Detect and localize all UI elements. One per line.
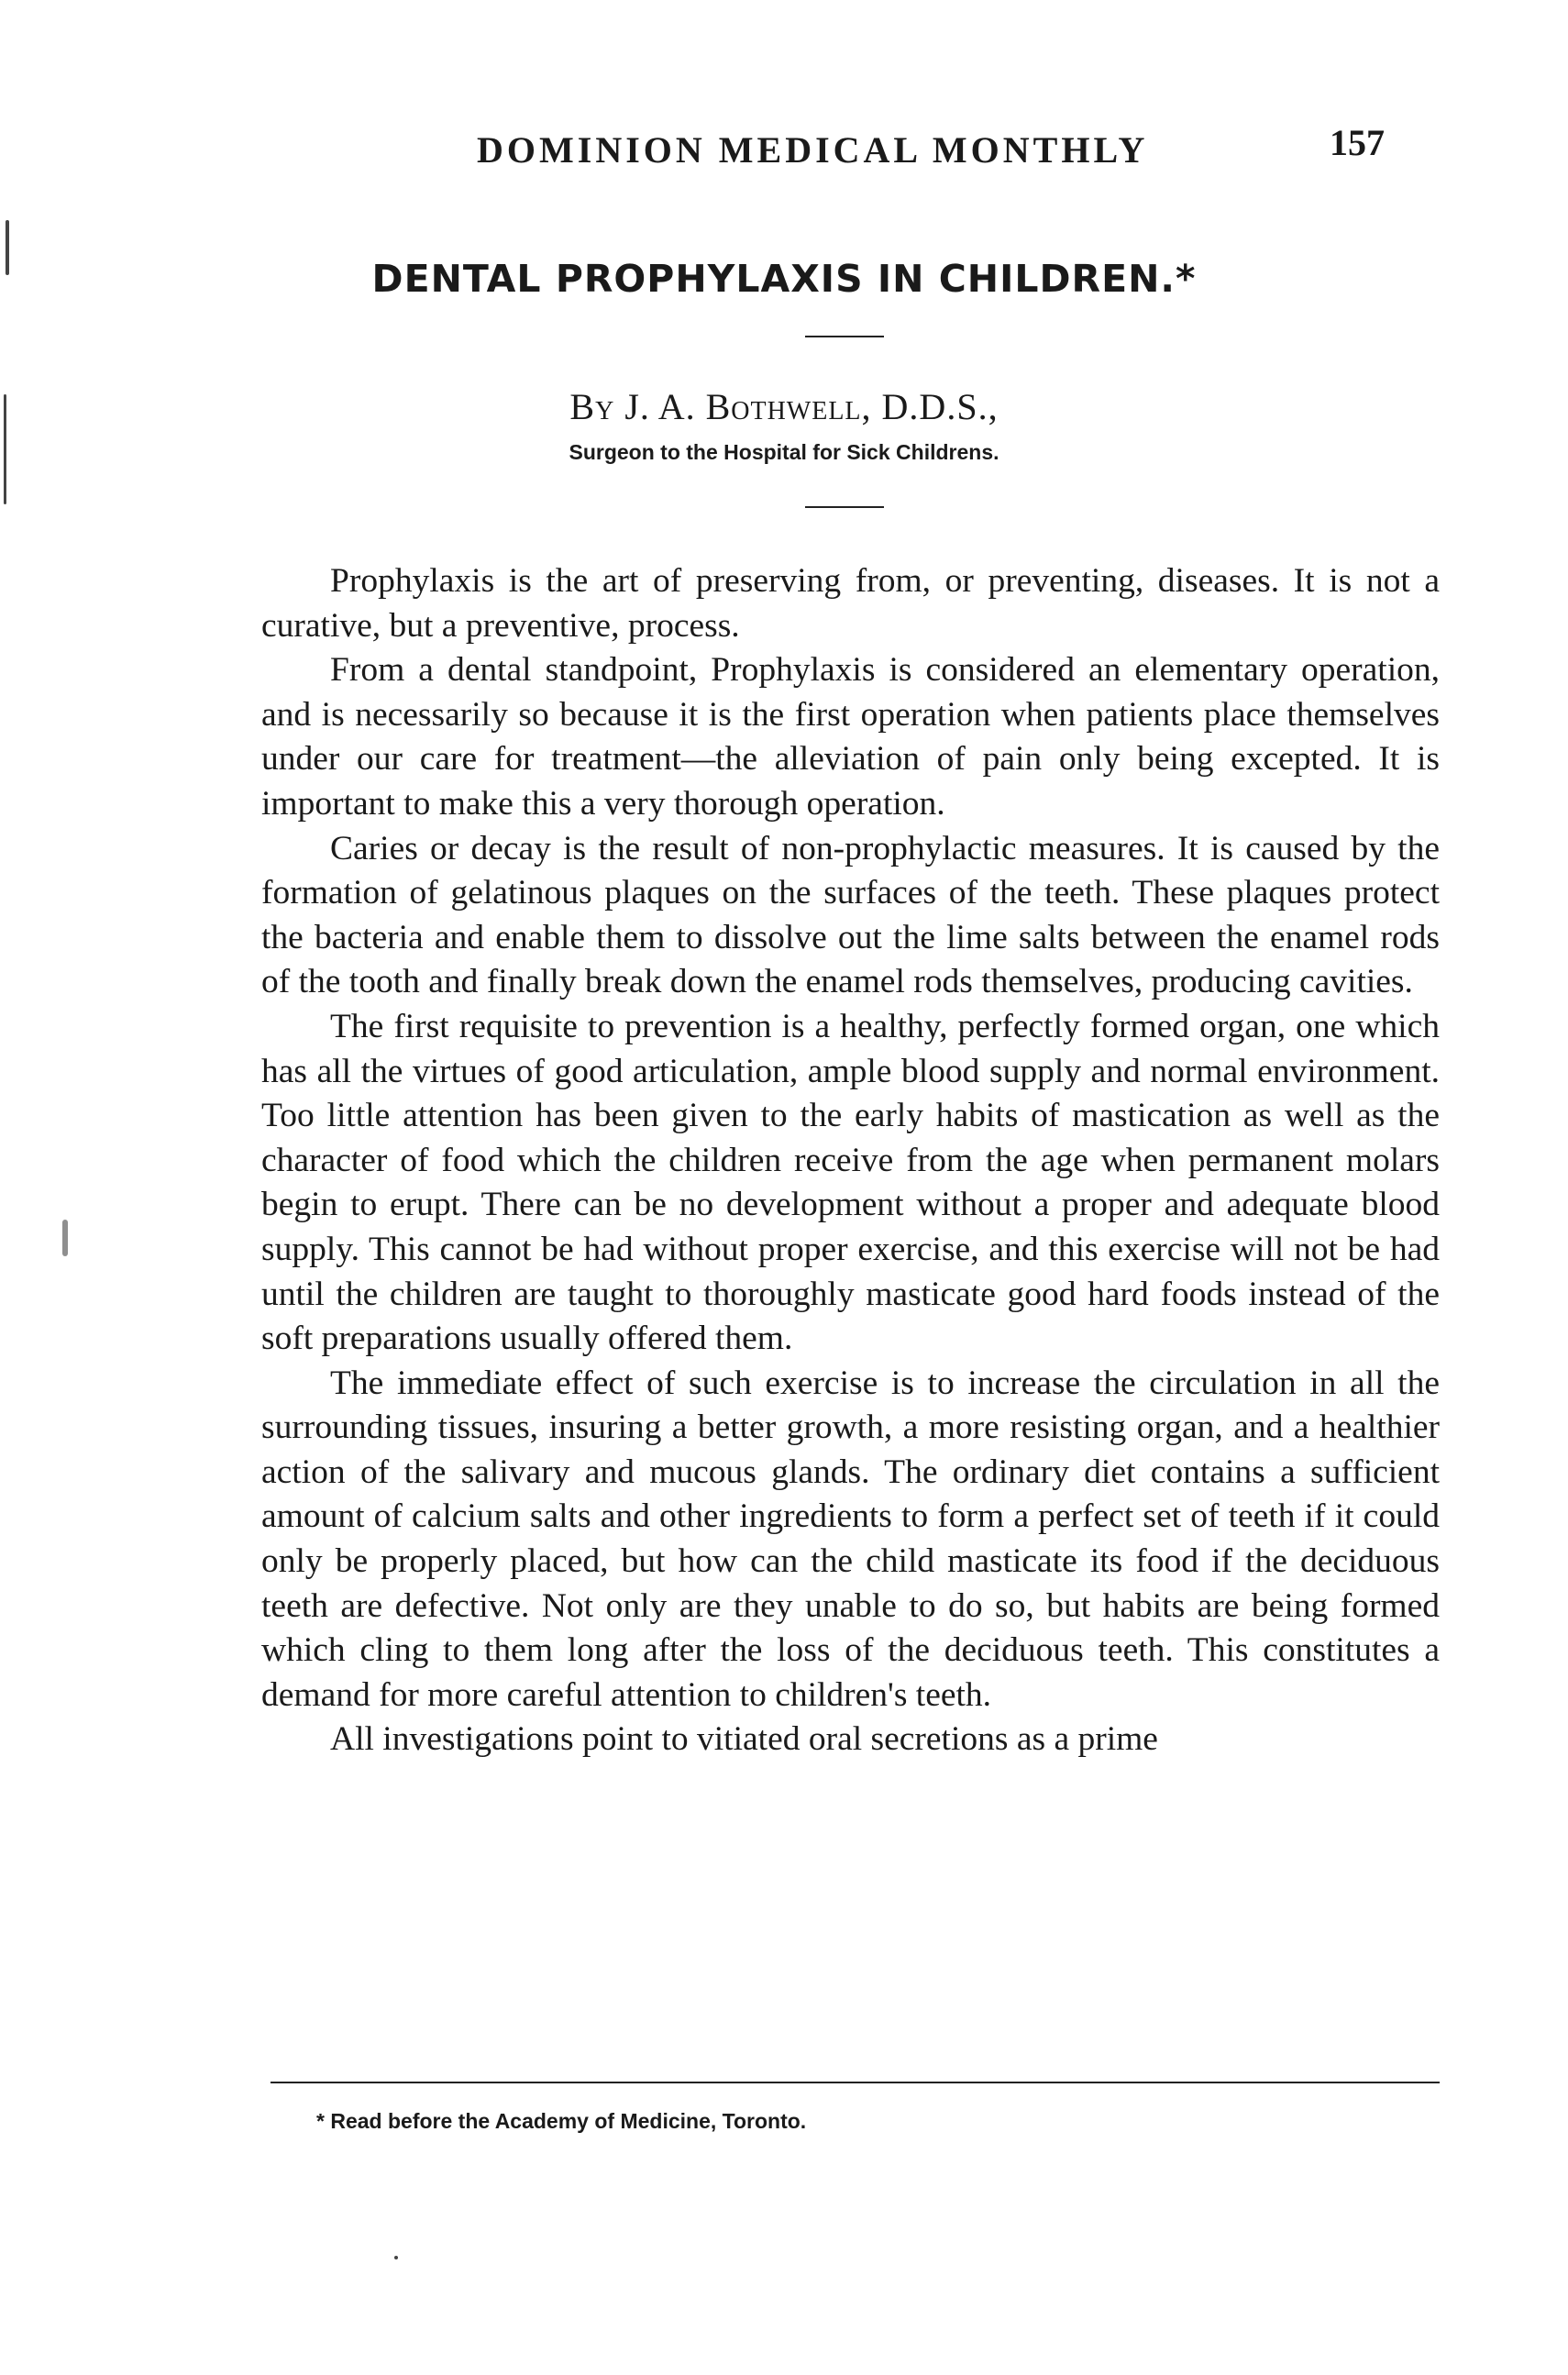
byline-prefix: By [569,386,615,427]
paragraph: Prophylaxis is the art of preserving from, or preventing, diseases. It is not a curative, but a preventive, process. [261,562,1440,645]
footnote: * Read before the Academy of Medicine, Toronto. [316,2109,807,2133]
author-degree: D.D.S., [881,386,999,427]
article-body [261,559,1440,1762]
scan-speck [4,394,6,504]
paragraph: All investigations point to vitiated oral secretions as a prime [330,1720,1158,1759]
paragraph: The first requisite to prevention is a healthy, perfectly formed organ, one which has all the virtues of good articulation, ample blood supply and normal environment. Too little attention has been given to the early habits of mastication as well as the character of food which the children receive from the age when permanent molars begin to erupt. There can be no development without a proper and adequate blood supply. This cannot be had without proper exercise, and this exercise will not be had until the children are taught to thoroughly masticate good hard foods instead of the soft preparations usually offered them. [261,1007,1440,1358]
page-number: 157 [1330,122,1385,163]
footnote-divider [271,2082,1440,2083]
scan-speck [394,2256,398,2259]
author-name: J. A. Bothwell, [624,386,872,427]
scan-speck [6,220,9,275]
article-title: DENTAL PROPHYLAXIS IN CHILDREN.* [371,257,1197,301]
title-divider [805,336,884,337]
byline [0,385,1568,428]
paragraph: From a dental standpoint, Prophylaxis is considered an elementary operation, and is necessarily so because it is the first operation when patients place themselves under our care for treatment—the alleviation of pain only being excepted. It is important to make this a very thorough operation. [261,651,1440,823]
paragraph: The immediate effect of such exercise is to increase the circulation in all the surrounding tissues, insuring a better growth, a more resisting organ, and a healthier action of the salivary and mucous glands. The ordinary diet contains a sufficient amount of calcium salts and other ingredients to form a perfect set of teeth if it could only be properly placed, but how can the child masticate its food if the deciduous teeth are defective. Not only are they unable to do so, but habits are being formed which cling to them long after the loss of the deciduous teeth. This constitutes a demand for more careful attention to children's teeth. [261,1364,1440,1714]
author-affiliation: Surgeon to the Hospital for Sick Childrens. [569,440,999,464]
scan-speck [62,1220,68,1256]
paragraph: Caries or decay is the result of non-prophylactic measures. It is caused by the formation of gelatinous plaques on the surfaces of the teeth. These plaques protect the bacteria and enable them to dissolve out the lime salts between the enamel rods of the tooth and finally break down the enamel rods themselves, producing cavities. [261,829,1440,1001]
byline-divider [805,506,884,508]
running-head: DOMINION MEDICAL MONTHLY [477,129,1149,171]
